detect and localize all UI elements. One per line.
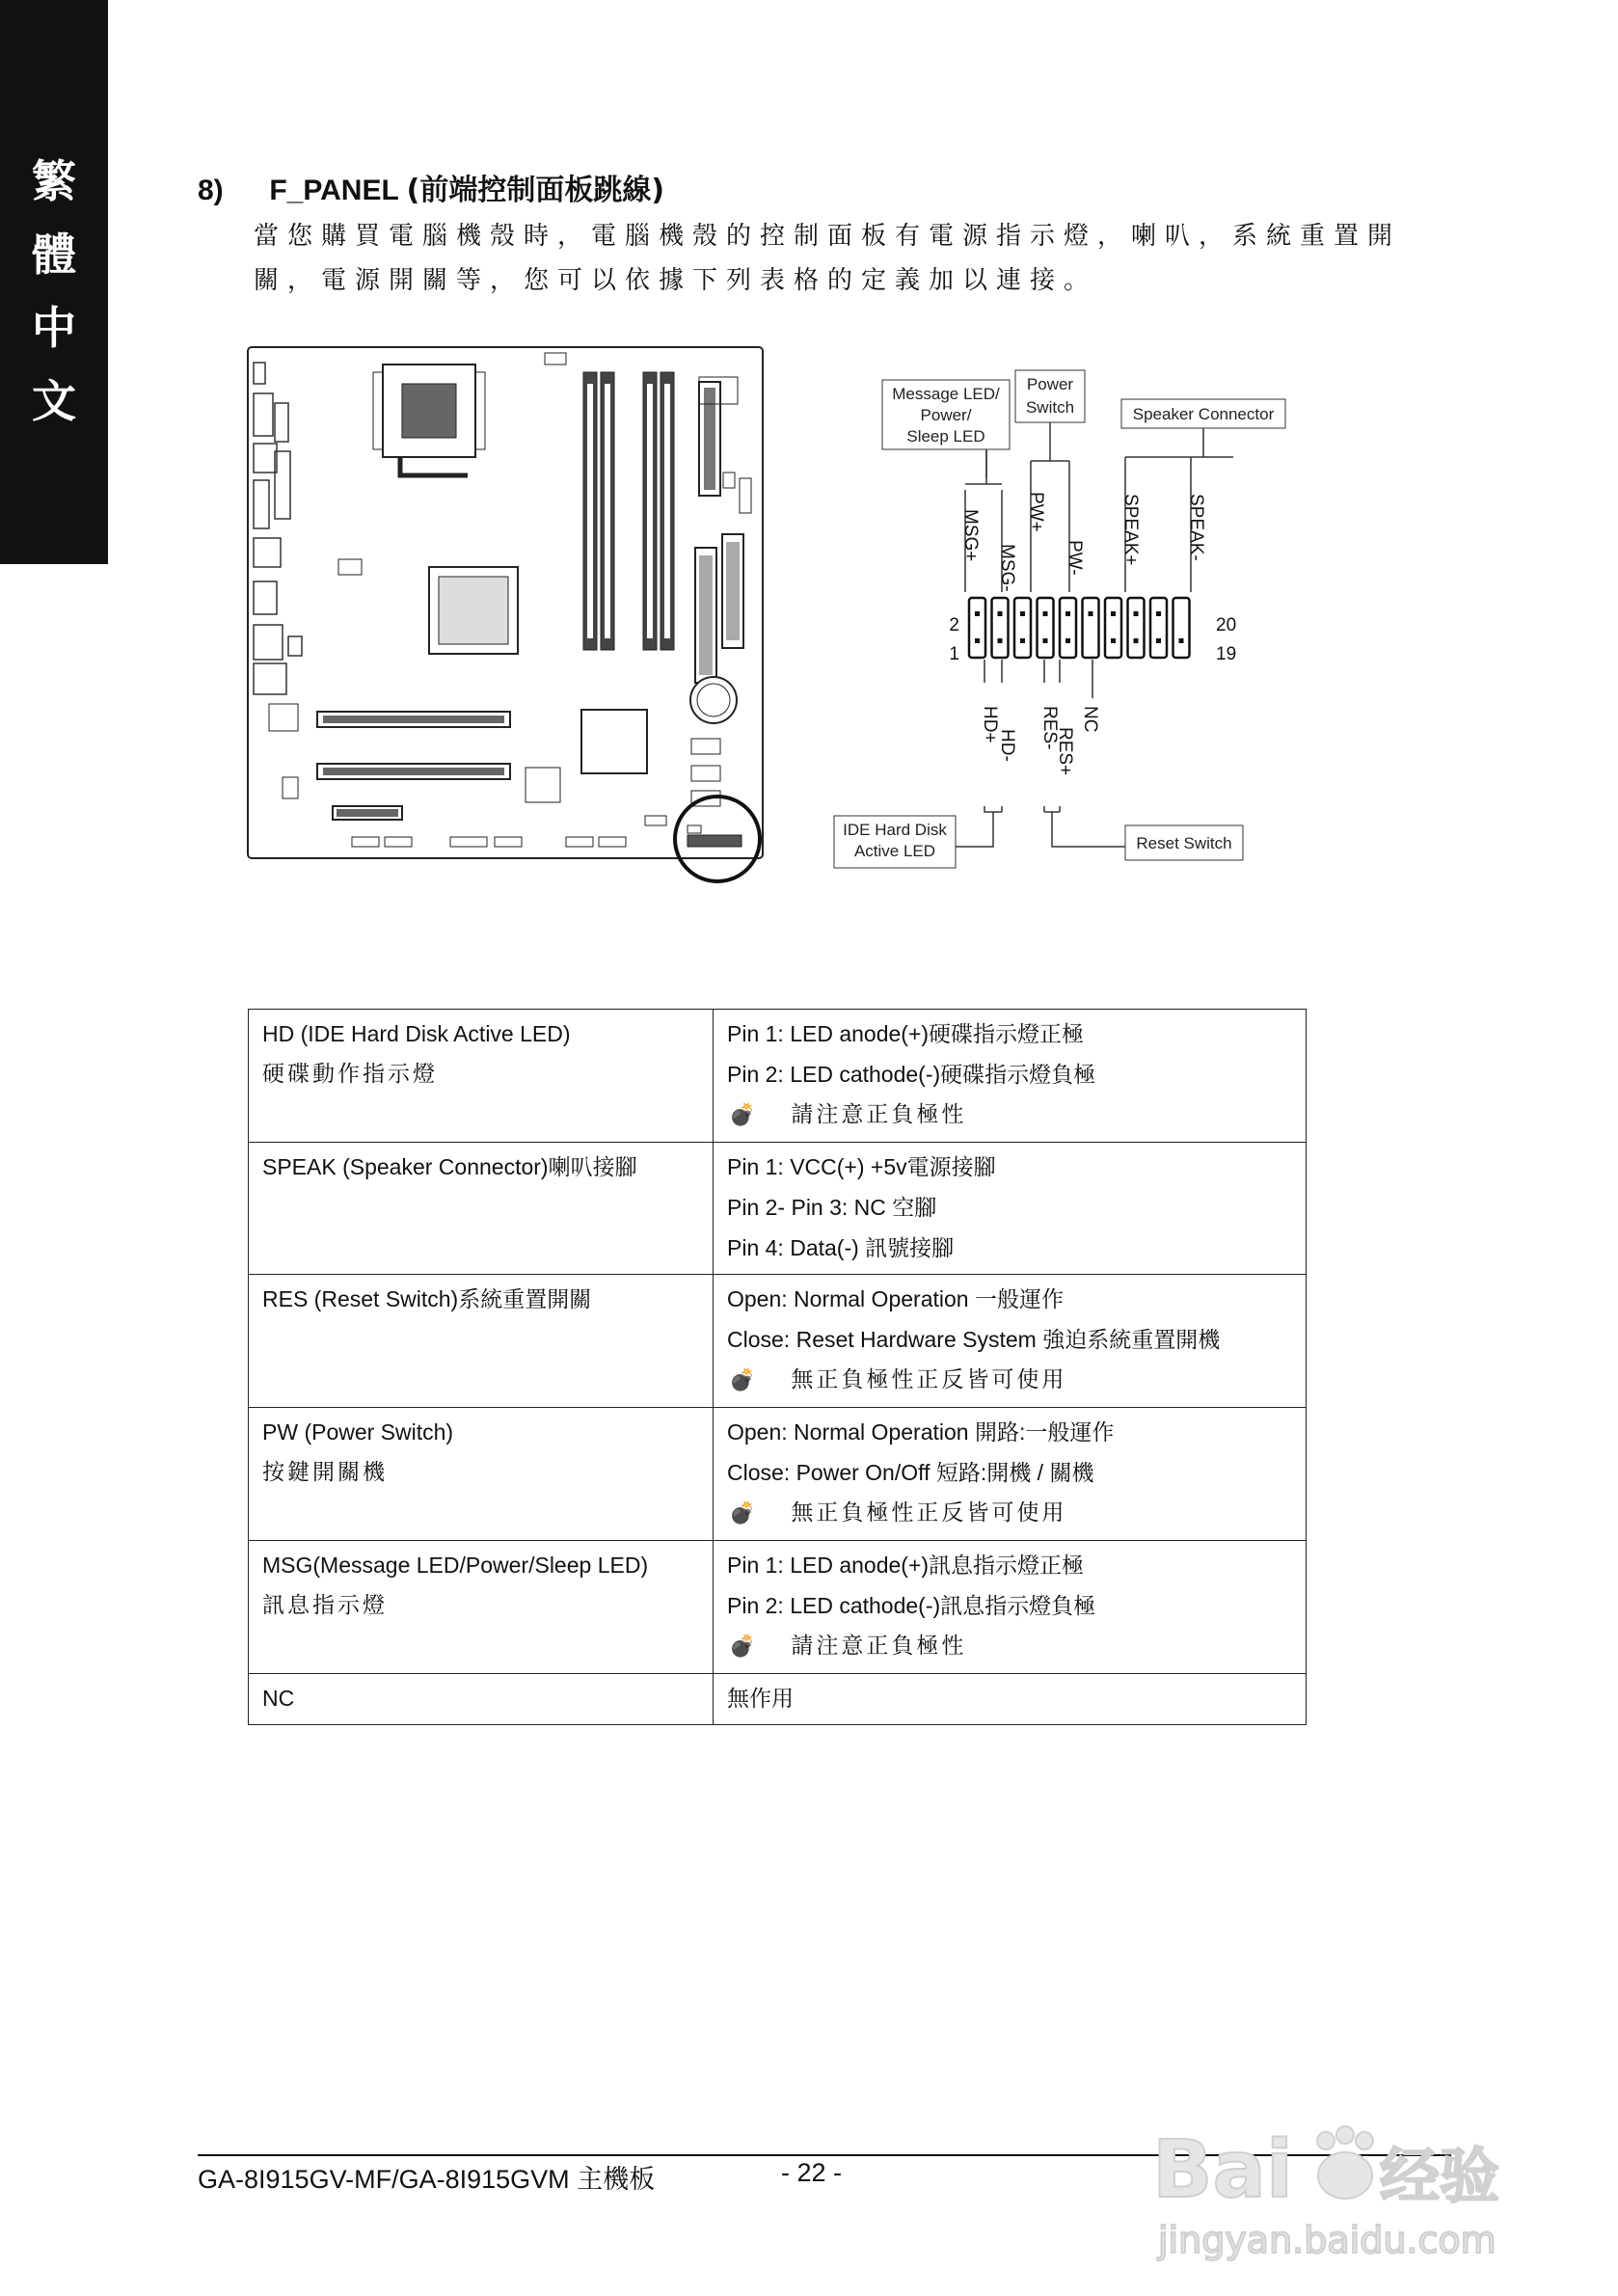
polarity-note-text: 無正負極性正反皆可使用 (791, 1500, 1067, 1526)
pin-definition-cell (714, 1143, 1307, 1275)
connector-name-cell (249, 1674, 714, 1725)
msg-label-line: Message LED/ (892, 385, 1000, 403)
header-pin-column (992, 598, 1009, 658)
pin-number-top-right: 20 (1216, 615, 1237, 635)
msg-label-line: Sleep LED (906, 427, 985, 446)
power-label-line: Switch (1025, 398, 1075, 417)
pin-label-pw-minus: PW- (1065, 540, 1085, 576)
pin-definition-line: Pin 1: LED anode(+)訊息指示燈正極 (727, 1553, 1085, 1578)
bomb-icon: 💣 (729, 1501, 759, 1526)
pin-definition-cell (714, 1541, 1307, 1674)
pin-definition-line: Pin 2- Pin 3: NC 空腳 (727, 1195, 937, 1220)
connector-name-cell (249, 1010, 714, 1143)
header-pin-column (969, 598, 985, 658)
pin-definition-line: Pin 1: VCC(+) +5v電源接腳 (727, 1154, 996, 1179)
ide-label-line: Active LED (853, 842, 936, 860)
connector-name-line: PW (Power Switch) (262, 1419, 454, 1445)
section-title: F_PANEL (269, 175, 399, 206)
polarity-note (727, 1493, 1294, 1534)
header-pin-column (1105, 598, 1121, 658)
section-title-zh: (前端控制面板跳線) (406, 174, 665, 207)
header-pin-column (1173, 598, 1190, 658)
header-pin (1065, 638, 1070, 643)
connector-name-line: MSG(Message LED/Power/Sleep LED) (262, 1553, 649, 1578)
pin-definition-line: Pin 1: LED anode(+)硬碟指示燈正極 (727, 1021, 1085, 1046)
header-pin (998, 638, 1003, 643)
side-tab-char: 中 (32, 302, 76, 354)
connector-name-line: SPEAK (Speaker Connector)喇叭接腳 (262, 1154, 637, 1179)
header-pin (998, 611, 1003, 616)
ide-label-line: IDE Hard Disk (843, 821, 947, 839)
pin-definition-line: Pin 2: LED cathode(-)訊息指示燈負極 (727, 1593, 1096, 1618)
pin-label-hd-plus: HD+ (980, 706, 1000, 743)
connector-name-line: HD (IDE Hard Disk Active LED) (262, 1021, 571, 1046)
header-pin (1043, 611, 1048, 616)
polarity-note (727, 1626, 1294, 1667)
polarity-note (727, 1360, 1294, 1401)
connector-name-line: 按鍵開關機 (262, 1460, 388, 1485)
connector-name-cell (249, 1143, 714, 1275)
pin-definition-line: Close: Power On/Off 短路:開機 / 關機 (727, 1460, 1094, 1485)
polarity-note-text: 無正負極性正反皆可使用 (791, 1367, 1067, 1392)
pin-label-nc: NC (1080, 706, 1100, 733)
table-row (249, 1541, 1307, 1674)
pin-label-res-plus: RES+ (1055, 727, 1075, 776)
baidu-watermark (1152, 2108, 1557, 2272)
side-tab-char: 文 (32, 375, 76, 427)
connector-name-cell (249, 1275, 714, 1408)
header-pin (1111, 638, 1116, 643)
section-number: 8) (198, 175, 224, 206)
pin-label-msg-minus: MSG- (997, 544, 1017, 592)
language-side-tab (0, 0, 108, 564)
intro-line: 當您購買電腦機殼時，電腦機殼的控制面板有電源指示燈，喇叭，系統重置開 (254, 222, 1402, 251)
pin-definition-line: Pin 4: Data(-) 訊號接腳 (727, 1235, 955, 1260)
pin-number-bottom-left: 1 (949, 644, 959, 664)
table-row (249, 1408, 1307, 1541)
connector-name-cell (249, 1541, 714, 1674)
pin-definition-line: Pin 2: LED cathode(-)硬碟指示燈負極 (727, 1062, 1096, 1087)
footer-model: GA-8I915GV-MF/GA-8I915GVM 主機板 (198, 2165, 656, 2194)
bomb-icon: 💣 (729, 1634, 759, 1659)
pin-definition-line: Close: Reset Hardware System 強迫系統重置開機 (727, 1327, 1221, 1352)
header-pin (1134, 638, 1139, 643)
pin-label-pw-plus: PW+ (1026, 492, 1046, 532)
pin-label-msg-plus: MSG+ (960, 509, 981, 562)
polarity-note (727, 1094, 1294, 1136)
msg-label-line: Power/ (920, 406, 972, 424)
reset-label: Reset Switch (1136, 834, 1232, 852)
pin-label-hd-minus: HD- (997, 729, 1017, 762)
header-pin (1043, 638, 1048, 643)
table-row (249, 1143, 1307, 1275)
pin-definition-cell (714, 1275, 1307, 1408)
intro-line: 關，電源開關等，您可以依據下列表格的定義加以連接。 (254, 266, 1098, 295)
header-pin (1134, 611, 1139, 616)
header-pin (1020, 611, 1025, 616)
watermark-brand-zh: 经验 (1380, 2141, 1500, 2211)
header-pin-column (1083, 598, 1099, 658)
section-heading (198, 166, 664, 208)
table-row (249, 1010, 1307, 1143)
footer-page-number: - 22 - (781, 2158, 843, 2187)
pin-label-speak-plus: SPEAK+ (1120, 494, 1141, 566)
table-row (249, 1674, 1307, 1725)
connector-name-line: NC (262, 1686, 295, 1711)
header-pin (1156, 638, 1161, 643)
pin-definition-line: Open: Normal Operation 開路:一般運作 (727, 1419, 1115, 1445)
header-pin (1111, 611, 1116, 616)
pin-definition-cell (714, 1408, 1307, 1541)
pin-definition-table (248, 1009, 1307, 1725)
header-pin-column (1014, 598, 1031, 658)
pin-definition-cell (714, 1674, 1307, 1725)
header-pin (975, 611, 980, 616)
intro-paragraph (254, 214, 1440, 303)
connector-name-cell (249, 1408, 714, 1541)
pin-definition-line: Open: Normal Operation 一般運作 (727, 1286, 1064, 1311)
header-pin (1156, 611, 1161, 616)
pin-label-speak-minus: SPEAK- (1186, 494, 1206, 561)
motherboard-illustration (246, 345, 786, 905)
polarity-note-text: 請注意正負極性 (791, 1634, 967, 1659)
connector-name-line: 訊息指示燈 (262, 1593, 388, 1618)
pin-number-bottom-right: 19 (1216, 644, 1237, 664)
header-pin-column (1128, 598, 1145, 658)
f-panel-pin-diagram (824, 365, 1297, 876)
pin-number-top-left: 2 (949, 615, 959, 635)
pin-definition-cell (714, 1010, 1307, 1143)
side-tab-char: 繁 (32, 155, 76, 207)
pin-definition-line: 無作用 (727, 1686, 794, 1711)
header-pin (1020, 638, 1025, 643)
side-tab-char: 體 (32, 229, 76, 281)
header-pin-column (1150, 598, 1167, 658)
header-pin (1065, 611, 1070, 616)
pin-label-res-minus: RES- (1039, 706, 1060, 750)
header-pin-column (1038, 598, 1054, 658)
header-pin (975, 638, 980, 643)
f-panel-header (965, 594, 1198, 662)
speaker-label: Speaker Connector (1132, 405, 1275, 423)
header-pin (1089, 611, 1093, 616)
header-pin-column (1060, 598, 1076, 658)
connector-name-line: 硬碟動作指示燈 (262, 1062, 438, 1087)
watermark-url: jingyan.baidu.com (1158, 2219, 1497, 2261)
table-row (249, 1275, 1307, 1408)
connector-name-line: RES (Reset Switch)系統重置開關 (262, 1286, 592, 1311)
polarity-note-text: 請注意正負極性 (791, 1102, 967, 1127)
power-label-line: Power (1026, 375, 1074, 393)
bomb-icon: 💣 (729, 1368, 759, 1392)
header-pin (1179, 638, 1184, 643)
bomb-icon: 💣 (729, 1103, 759, 1127)
watermark-brand: Bai (1152, 2124, 1293, 2216)
